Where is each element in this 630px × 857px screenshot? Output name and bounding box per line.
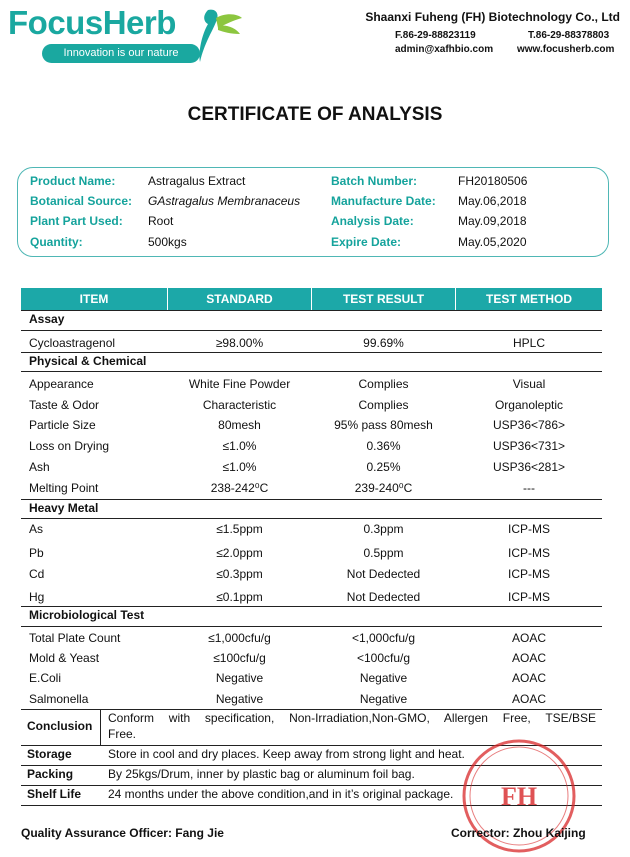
cell-test-result: 0.25%	[366, 460, 401, 474]
cell-test-result: 99.69%	[363, 336, 404, 350]
page-title: CERTIFICATE OF ANALYSIS	[187, 104, 443, 125]
packing-value: By 25kgs/Drum, inner by plastic bag or aluminum foil bag.	[108, 767, 415, 781]
cell-standard: Characteristic	[202, 398, 277, 412]
botanical-source-label: Botanical Source:	[30, 194, 133, 208]
cell-item: Hg	[29, 590, 45, 604]
cell-standard: ≥98.00%	[215, 336, 264, 350]
table-rule	[21, 499, 602, 500]
cell-item: Pb	[29, 546, 44, 560]
product-name-value: Astragalus Extract	[148, 174, 246, 188]
cell-item: Salmonella	[29, 692, 89, 706]
table-rule	[21, 352, 602, 353]
qa-officer: Quality Assurance Officer: Fang Jie	[21, 826, 224, 840]
table-rule	[21, 310, 602, 311]
logo-text-focus: Focus	[8, 4, 103, 41]
cell-standard: White Fine Powder	[188, 377, 291, 391]
cell-test-method: ICP-MS	[508, 567, 550, 581]
cell-test-method: ICP-MS	[508, 590, 550, 604]
cell-test-method: Organoleptic	[494, 398, 564, 412]
cell-test-method: Visual	[512, 377, 546, 391]
cell-item: As	[29, 522, 44, 536]
cell-standard: 80mesh	[218, 418, 261, 432]
cell-standard: ≤1,000cfu/g	[208, 631, 271, 645]
cell-item: Mold & Yeast	[29, 651, 100, 665]
analysis-date-label: Analysis Date:	[331, 214, 414, 228]
cell-standard: ≤100cfu/g	[213, 651, 266, 665]
cell-test-method: ICP-MS	[508, 546, 550, 560]
quantity-label: Quantity:	[30, 235, 83, 249]
conclusion-label: Conclusion	[27, 719, 93, 733]
cell-standard: 238-242⁰C	[210, 481, 269, 495]
corrector: Corrector: Zhou Kaijing	[451, 826, 586, 840]
cell-test-result: 0.5ppm	[363, 546, 404, 560]
cell-test-method: USP36<731>	[492, 439, 566, 453]
storage-value: Store in cool and dry places. Keep away from strong light and heat.	[108, 747, 465, 761]
cell-standard: ≤1.0%	[222, 460, 257, 474]
cell-standard: ≤0.1ppm	[216, 590, 263, 604]
cell-test-method: AOAC	[511, 692, 546, 706]
table-rule	[21, 371, 602, 372]
manufacture-date-value: May.06,2018	[458, 194, 527, 208]
conclusion-divider	[100, 709, 101, 745]
cell-test-method: ---	[523, 481, 535, 495]
cell-test-method: AOAC	[511, 651, 546, 665]
col-header-test-result: TEST RESULT	[342, 292, 425, 306]
cell-test-method: AOAC	[511, 631, 546, 645]
expire-date-label: Expire Date:	[331, 235, 402, 249]
website: www.focusherb.com	[517, 44, 615, 55]
cell-test-result: Not Dedected	[346, 590, 421, 604]
cell-test-result: <1,000cfu/g	[351, 631, 416, 645]
phone: F.86-29-88823119	[395, 30, 476, 41]
fax: T.86-29-88378803	[528, 30, 610, 41]
logo	[8, 4, 176, 42]
cell-test-result: <100cfu/g	[356, 651, 411, 665]
cell-item: Loss on Drying	[29, 439, 110, 453]
packing-label: Packing	[27, 767, 74, 781]
conclusion-line1: Conform with specification, Non-Irradiation,Non-GMO, Allergen Free, TSE/BSE	[108, 711, 596, 725]
cell-test-result: 95% pass 80mesh	[334, 418, 433, 432]
product-name-label: Product Name:	[30, 174, 116, 188]
plant-part-value: Root	[148, 214, 174, 228]
stamp-text: FH	[500, 782, 538, 811]
cell-item: Total Plate Count	[29, 631, 121, 645]
cell-test-result: 0.3ppm	[363, 522, 404, 536]
table-rule	[21, 606, 602, 607]
company-name: Shaanxi Fuheng (FH) Biotechnology Co., Ltd	[365, 10, 620, 24]
batch-number-value: FH20180506	[458, 174, 528, 188]
cell-standard: ≤2.0ppm	[216, 546, 263, 560]
section-assay: Assay	[29, 312, 65, 326]
cell-item: Particle Size	[29, 418, 96, 432]
plant-part-label: Plant Part Used:	[30, 214, 123, 228]
cell-test-result: Negative	[359, 692, 408, 706]
col-header-test-method: TEST METHOD	[486, 292, 572, 306]
cell-test-method: USP36<281>	[492, 460, 566, 474]
quantity-value: 500kgs	[148, 235, 187, 249]
manufacture-date-label: Manufacture Date:	[331, 194, 436, 208]
col-header-item: ITEM	[79, 292, 109, 306]
cell-standard: ≤1.5ppm	[216, 522, 263, 536]
cell-standard: ≤1.0%	[222, 439, 257, 453]
expire-date-value: May.05,2020	[458, 235, 527, 249]
cell-standard: Negative	[215, 671, 264, 685]
cell-item: Cycloastragenol	[29, 336, 116, 350]
tagline: Innovation is our nature	[42, 44, 200, 63]
cell-test-result: 239-240⁰C	[354, 481, 413, 495]
shelf-life-label: Shelf Life	[27, 787, 82, 801]
analysis-date-value: May.09,2018	[458, 214, 527, 228]
cell-standard: ≤0.3ppm	[216, 567, 263, 581]
table-rule	[21, 626, 602, 627]
table-rule	[21, 709, 602, 710]
cell-test-method: AOAC	[511, 671, 546, 685]
cell-item: Ash	[29, 460, 50, 474]
cell-item: Melting Point	[29, 481, 99, 495]
cell-test-method: ICP-MS	[508, 522, 550, 536]
cell-test-result: Complies	[358, 398, 409, 412]
col-header-standard: STANDARD	[206, 292, 273, 306]
cell-test-result: 0.36%	[366, 439, 401, 453]
batch-number-label: Batch Number:	[331, 174, 418, 188]
email: admin@xafhbio.com	[395, 44, 494, 55]
section-heavy-metal: Heavy Metal	[29, 501, 99, 515]
cell-standard: Negative	[215, 692, 264, 706]
logo-text-herb: Herb	[102, 4, 176, 41]
shelf-life-value: 24 months under the above condition,and in it’s original package.	[108, 787, 454, 801]
cell-test-method: HPLC	[512, 336, 545, 350]
cell-item: Appearance	[29, 377, 94, 391]
table-rule	[21, 518, 602, 519]
cell-item: Cd	[29, 567, 45, 581]
cell-test-method: USP36<786>	[492, 418, 566, 432]
conclusion-line2: Free.	[108, 727, 137, 741]
cell-test-result: Not Dedected	[346, 567, 421, 581]
storage-label: Storage	[27, 747, 72, 761]
section-microbiological: Microbiological Test	[29, 608, 145, 622]
botanical-source-value: GAstragalus Membranaceus	[148, 194, 301, 208]
section-physical-chemical: Physical & Chemical	[29, 354, 147, 368]
cell-test-result: Negative	[359, 671, 408, 685]
cell-item: E.Coli	[29, 671, 62, 685]
table-rule	[21, 330, 602, 331]
cell-test-result: Complies	[358, 377, 409, 391]
cell-item: Taste & Odor	[29, 398, 100, 412]
